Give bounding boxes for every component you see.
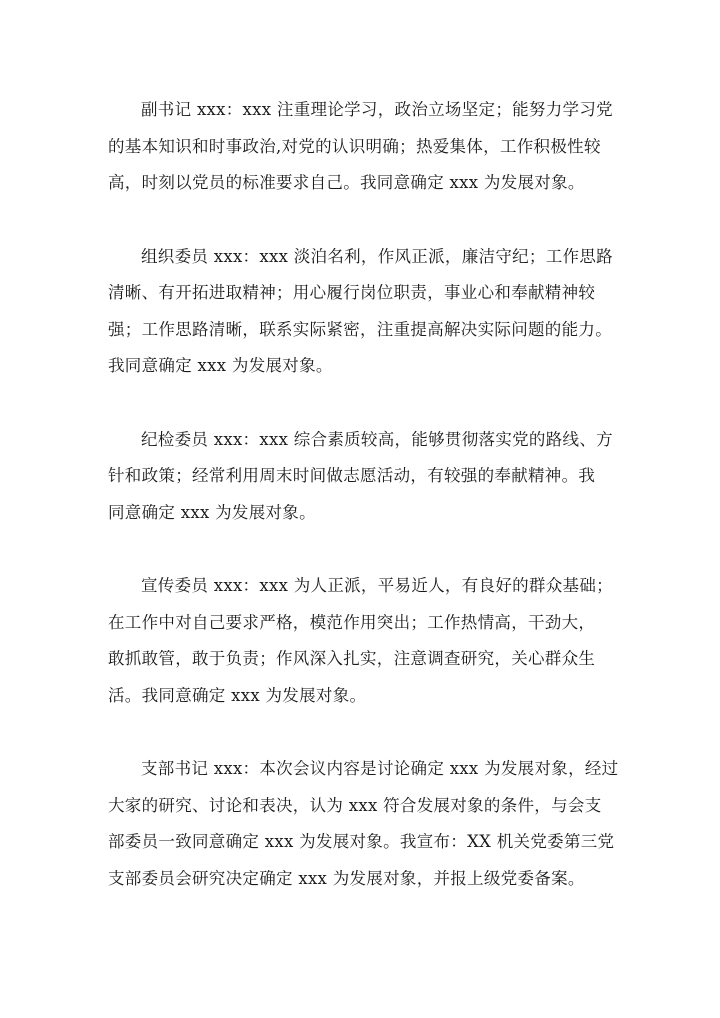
paragraph-line: 针和政策；经常利用周末时间做志愿活动，有较强的奉献精神。我 <box>108 466 596 485</box>
paragraph-line: 纪检委员 xxx：xxx 综合素质较高，能够贯彻落实党的路线、方 <box>141 429 613 449</box>
paragraph-discipline-committee <box>108 422 626 532</box>
paragraph-line: 活。我同意确定 xxx 为发展对象。 <box>108 685 367 705</box>
paragraph-deputy-secretary <box>108 92 626 202</box>
paragraph-line: 我同意确定 xxx 为发展对象。 <box>108 356 333 375</box>
paragraph-line: 支部委员会研究决定确定 xxx 为发展对象，并报上级党委备案。 <box>108 868 585 888</box>
paragraph-line: 副书记 xxx：xxx 注重理论学习，政治立场坚定；能努力学习党 <box>141 100 613 119</box>
paragraph-line: 部委员一致同意确定 xxx 为发展对象。我宣布：XX 机关党委第三党 <box>108 832 615 851</box>
paragraph-line: 在工作中对自己要求严格，模范作用突出；工作热情高，干劲大， <box>108 612 596 632</box>
paragraph-line: 敢抓敢管，敢于负责；作风深入扎实，注意调查研究，关心群众生 <box>108 649 596 668</box>
paragraph-line: 高，时刻以党员的标准要求自己。我同意确定 xxx 为发展对象。 <box>108 173 585 192</box>
paragraph-line: 同意确定 xxx 为发展对象。 <box>108 502 316 522</box>
paragraph-line: 的基本知识和时事政治,对党的认识明确；热爱集体，工作积极性较 <box>108 136 601 156</box>
paragraph-line: 清晰、有开拓进取精神；用心履行岗位职责，事业心和奉献精神较 <box>108 283 596 302</box>
paragraph-line: 宣传委员 xxx：xxx 为人正派，平易近人，有良好的群众基础； <box>141 576 613 595</box>
document-body <box>108 92 626 934</box>
paragraph-branch-secretary <box>108 751 626 897</box>
paragraph-line: 强；工作思路清晰，联系实际紧密，注重提高解决实际问题的能力。 <box>108 319 612 339</box>
paragraph-line: 组织委员 xxx：xxx 淡泊名利，作风正派，廉洁守纪；工作思路 <box>141 246 613 266</box>
paragraph-line: 大家的研究、讨论和表决，认为 xxx 符合发展对象的条件，与会支 <box>108 795 602 815</box>
paragraph-publicity-committee <box>108 568 626 714</box>
paragraph-organization-committee <box>108 239 626 385</box>
paragraph-line: 支部书记 xxx：本次会议内容是讨论确定 xxx 为发展对象，经过 <box>141 759 619 778</box>
